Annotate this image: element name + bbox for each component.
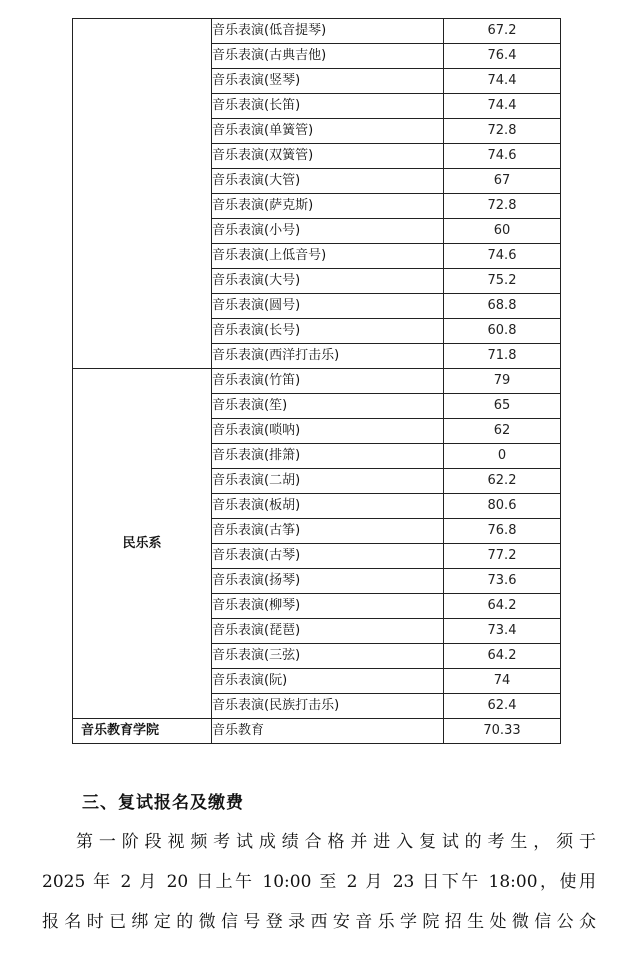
- department-cell: 音乐教育学院: [73, 719, 212, 744]
- department-cell: [73, 19, 212, 369]
- major-cell: 音乐表演(柳琴): [212, 594, 444, 619]
- major-cell: 音乐表演(竖琴): [212, 69, 444, 94]
- score-cell: 73.4: [444, 619, 561, 644]
- major-cell: 音乐表演(古典吉他): [212, 44, 444, 69]
- major-cell: 音乐表演(二胡): [212, 469, 444, 494]
- score-cell: 72.8: [444, 119, 561, 144]
- table-row: [73, 19, 561, 44]
- major-cell: 音乐表演(民族打击乐): [212, 694, 444, 719]
- major-cell: 音乐表演(唢呐): [212, 419, 444, 444]
- score-cell: 60.8: [444, 319, 561, 344]
- major-cell: 音乐表演(古筝): [212, 519, 444, 544]
- score-cell: 71.8: [444, 344, 561, 369]
- score-table-body: [73, 19, 561, 744]
- major-cell: 音乐表演(板胡): [212, 494, 444, 519]
- table-row: [73, 719, 561, 744]
- major-cell: 音乐表演(笙): [212, 394, 444, 419]
- score-cell: 74.4: [444, 69, 561, 94]
- section-heading: 三、复试报名及缴费: [82, 793, 244, 813]
- score-cell: 72.8: [444, 194, 561, 219]
- section-paragraph: [42, 822, 596, 942]
- major-cell: 音乐表演(竹笛): [212, 369, 444, 394]
- score-cell: 76.4: [444, 44, 561, 69]
- major-cell: 音乐表演(萨克斯): [212, 194, 444, 219]
- major-cell: 音乐表演(古琴): [212, 544, 444, 569]
- major-cell: 音乐表演(长号): [212, 319, 444, 344]
- score-cell: 62: [444, 419, 561, 444]
- score-cell: 67: [444, 169, 561, 194]
- major-cell: 音乐表演(扬琴): [212, 569, 444, 594]
- score-cell: 0: [444, 444, 561, 469]
- score-cell: 60: [444, 219, 561, 244]
- major-cell: 音乐表演(排箫): [212, 444, 444, 469]
- major-cell: 音乐表演(单簧管): [212, 119, 444, 144]
- paragraph-line-3: 报名时已绑定的微信号登录西安音乐学院招生处微信公众: [42, 912, 596, 932]
- score-cell: 62.4: [444, 694, 561, 719]
- score-cell: 74: [444, 669, 561, 694]
- score-cell: 73.6: [444, 569, 561, 594]
- major-cell: 音乐表演(三弦): [212, 644, 444, 669]
- score-cell: 65: [444, 394, 561, 419]
- major-cell: 音乐表演(低音提琴): [212, 19, 444, 44]
- score-cell: 79: [444, 369, 561, 394]
- score-cell: 68.8: [444, 294, 561, 319]
- paragraph-line-2: 2025 年 2 月 20 日上午 10:00 至 2 月 23 日下午 18:00，使用: [42, 872, 596, 892]
- major-cell: 音乐表演(长笛): [212, 94, 444, 119]
- score-cell: 67.2: [444, 19, 561, 44]
- major-cell: 音乐教育: [212, 719, 444, 744]
- major-cell: 音乐表演(圆号): [212, 294, 444, 319]
- score-table: [72, 18, 561, 744]
- score-cell: 76.8: [444, 519, 561, 544]
- score-cell: 62.2: [444, 469, 561, 494]
- major-cell: 音乐表演(琵琶): [212, 619, 444, 644]
- score-cell: 74.4: [444, 94, 561, 119]
- major-cell: 音乐表演(小号): [212, 219, 444, 244]
- major-cell: 音乐表演(西洋打击乐): [212, 344, 444, 369]
- score-cell: 75.2: [444, 269, 561, 294]
- score-cell: 74.6: [444, 144, 561, 169]
- score-cell: 77.2: [444, 544, 561, 569]
- score-cell: 80.6: [444, 494, 561, 519]
- score-cell: 70.33: [444, 719, 561, 744]
- score-cell: 64.2: [444, 644, 561, 669]
- major-cell: 音乐表演(大号): [212, 269, 444, 294]
- major-cell: 音乐表演(双簧管): [212, 144, 444, 169]
- major-cell: 音乐表演(上低音号): [212, 244, 444, 269]
- table-row: [73, 369, 561, 394]
- department-cell: 民乐系: [73, 369, 212, 719]
- major-cell: 音乐表演(大管): [212, 169, 444, 194]
- score-cell: 64.2: [444, 594, 561, 619]
- major-cell: 音乐表演(阮): [212, 669, 444, 694]
- paragraph-line-1: 第一阶段视频考试成绩合格并进入复试的考生，须于: [76, 832, 596, 852]
- score-cell: 74.6: [444, 244, 561, 269]
